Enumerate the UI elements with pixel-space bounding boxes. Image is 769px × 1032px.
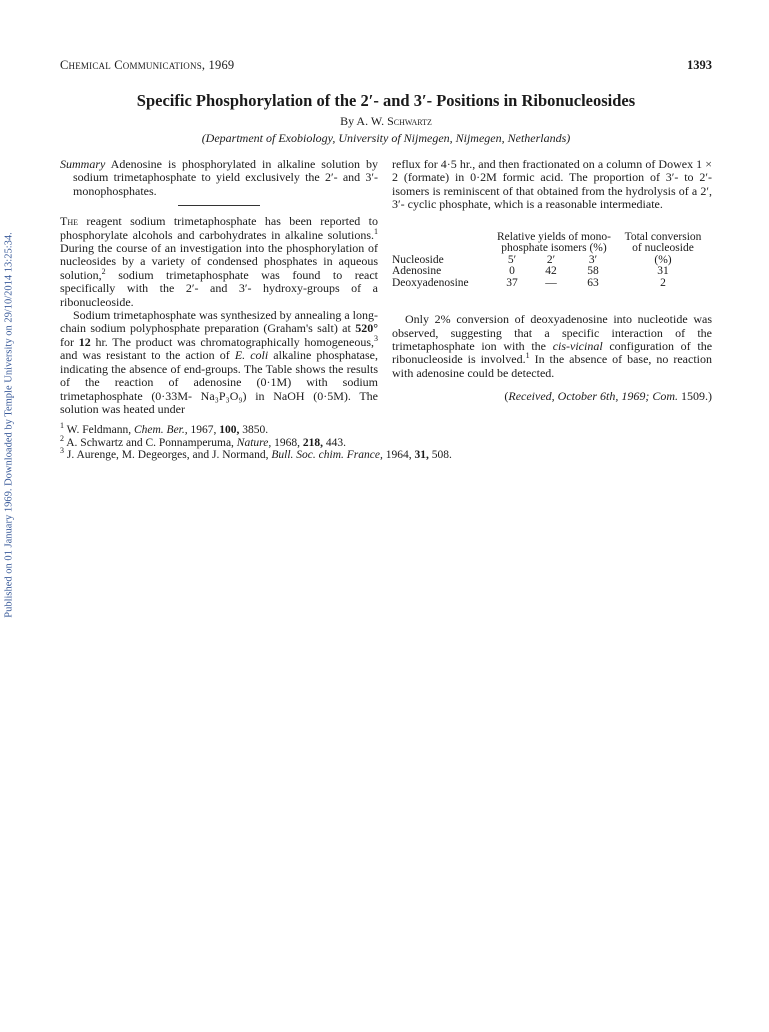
cell-3: 63 — [587, 276, 599, 289]
cell-nucleoside: Adenosine — [392, 265, 442, 278]
author-name: Schwartz — [387, 114, 432, 128]
paragraph-4 — [392, 313, 712, 380]
ref-authors: W. Feldmann, — [66, 424, 132, 436]
cell-3: 58 — [587, 265, 599, 278]
byline-prefix: By A. W. — [340, 114, 385, 128]
p2-text-g: - — [187, 388, 192, 403]
received-com: Com. — [652, 389, 678, 404]
cell-2: — — [545, 276, 557, 289]
cell-5: 37 — [506, 276, 518, 289]
p4-cis-vicinal: cis-vicinal — [552, 338, 603, 353]
cell-total: 31 — [657, 265, 669, 278]
reference-item — [60, 421, 712, 437]
p1-text-c: sodium trimetaphosphate was found to react specifically with the 2′- and 3′- hydroxy-groups of a ribonucleoside. — [60, 267, 379, 309]
reference-item — [60, 446, 712, 462]
ref-journal: Bull. Soc. chim. France, — [271, 449, 383, 461]
p2-text-b: for — [60, 334, 74, 349]
molar-unit: M — [276, 375, 288, 390]
received-number: 1509. — [681, 389, 708, 404]
p1-text-a: reagent sodium trimetaphosphate has been reported to phosphorylate alcohols and carbohydrates in alkaline solutions. — [60, 214, 379, 242]
p2-formula: Na₃P₃O₉ — [200, 388, 243, 403]
summary — [60, 158, 378, 198]
cell-nucleoside: Deoxyadenosine — [392, 276, 469, 289]
p2-text-f: ) with sodium trimetaphosphate (0·33 — [60, 375, 378, 403]
byline — [60, 114, 712, 129]
col-header-5: 5′ — [507, 253, 517, 266]
divider-rule — [178, 205, 260, 206]
references — [60, 421, 712, 462]
p4-text-a: Only 2% conversion of deoxyadenosine into nucleotide was observed, suggesting that a specific interaction of the trimetaphosphate ion with the — [392, 312, 712, 353]
ref-volume: 100, — [219, 424, 240, 436]
received-date: October 6th, 1969 — [557, 389, 646, 404]
ref-volume: 31, — [414, 449, 429, 461]
reference-item — [60, 433, 712, 450]
download-notice-text: Published on 01 January 1969. Downloaded by Temple University on 29/10/2014 13:25:34. — [3, 232, 15, 618]
ref-marker: 1 — [525, 351, 530, 361]
col-header-2: 2′ — [546, 253, 556, 266]
ref-authors: J. Aurenge, M. Degeorges, and J. Normand, — [66, 449, 269, 461]
col-header-nucleoside: Nucleoside — [392, 253, 444, 266]
ref-marker: 2 — [101, 266, 106, 276]
p2-text-d: and was resistant to the action of — [60, 348, 230, 363]
ref-year: 1967, — [190, 424, 217, 436]
ref-year: 1964, — [385, 449, 412, 461]
p2-time: 12 — [78, 334, 91, 349]
running-header — [60, 58, 712, 74]
results-table — [392, 232, 712, 290]
total-header-line-2: of nucleoside — [632, 242, 694, 255]
ref-marker: 3 — [374, 333, 379, 343]
ref-year: 1968, — [274, 436, 300, 449]
received-label: Received — [508, 389, 552, 404]
p2-text-a: Sodium trimetaphosphate was synthesized by annealing a long-chain sodium polyphosphate preparation (Graham's salt) at — [60, 308, 378, 336]
ref-marker: 1 — [374, 226, 378, 236]
table-header-row-2 — [392, 243, 712, 255]
col-header-3: 3′ — [588, 253, 598, 266]
right-column — [392, 158, 712, 404]
ref-page: 508. — [431, 449, 452, 461]
p2-text-e: alkaline phosphatase, indicating the absence of end-groups. The Table shows the results of the reaction of adenosine (0·1 — [60, 348, 379, 390]
p2-text-c: hr. The product was chromatographically homogeneous, — [95, 334, 375, 349]
ref-volume: 218, — [302, 436, 323, 449]
received-note: (Received, October 6th, 1969; Com. 1509.) — [504, 389, 712, 404]
paragraph-1 — [60, 215, 378, 309]
p2-text-i: ). The solution was heated under — [60, 388, 378, 416]
p2-temperature: 520° — [355, 321, 379, 336]
ref-journal: Chem. Ber., — [133, 424, 188, 436]
ref-number: 2 — [60, 433, 64, 443]
summary-label: Summary — [60, 157, 106, 171]
p4-text-b: configuration of the ribonucleoside is involved. — [392, 338, 713, 367]
left-column — [60, 158, 378, 416]
ref-journal: Nature, — [236, 436, 272, 449]
p4-text-c: In the absence of base, no reaction with adenosine could be detected. — [392, 352, 713, 380]
summary-text: Adenosine is phosphorylated in alkaline solution by sodium trimetaphosphate to yield exclusively the 2′- and 3′-monophosphates. — [73, 157, 378, 198]
lead-word: The — [60, 214, 78, 229]
total-header-line-1: Total conversion — [624, 230, 702, 243]
cell-total: 2 — [660, 276, 666, 289]
page-number: 1393 — [687, 58, 712, 72]
molar-unit: M — [177, 388, 188, 403]
yields-header-line-2: phosphate isomers (%) — [501, 242, 607, 255]
ref-number: 3 — [60, 446, 64, 456]
p2-text-h: ) in NaOH (0·5 — [242, 388, 334, 403]
ref-page: 443. — [325, 436, 346, 449]
ref-number: 1 — [60, 421, 64, 431]
paragraph-2 — [60, 309, 378, 416]
p2-species: E. coli — [234, 348, 269, 363]
ref-page: 3850. — [242, 424, 269, 436]
download-notice — [2, 210, 16, 640]
yields-header-line-1: Relative yields of mono- — [496, 230, 612, 243]
journal-name: Chemical Communications, 1969 — [60, 58, 235, 72]
affiliation: (Department of Exobiology, University of Nijmegen, Nijmegen, Netherlands) — [201, 131, 571, 145]
molar-unit: M — [333, 388, 344, 403]
paragraph-3: reflux for 4·5 hr., and then fractionated on a column of Dowex 1 × 2 (formate) in 0·2M formic acid. The proportion of 3′- to 2′- isomers is reminiscent of that obtained from the hydrolysis of a 2′, 3′- cyclic phosphate, which is a reasonable intermediate. — [392, 157, 712, 212]
p1-text-b: During the course of an investigation into the phosphorylation of nucleosides by a variety of condensed phosphates in aqueous solution, — [60, 241, 378, 282]
total-header-line-3: (%) — [654, 253, 672, 266]
ref-authors: A. Schwartz and C. Ponnamperuma, — [66, 436, 234, 449]
article-title: Specific Phosphorylation of the 2′- and 3′- Positions in Ribonucleosides — [136, 91, 636, 110]
cell-5: 0 — [509, 265, 515, 278]
cell-2: 42 — [545, 265, 557, 278]
table-row — [392, 266, 712, 278]
table-row — [392, 278, 712, 290]
